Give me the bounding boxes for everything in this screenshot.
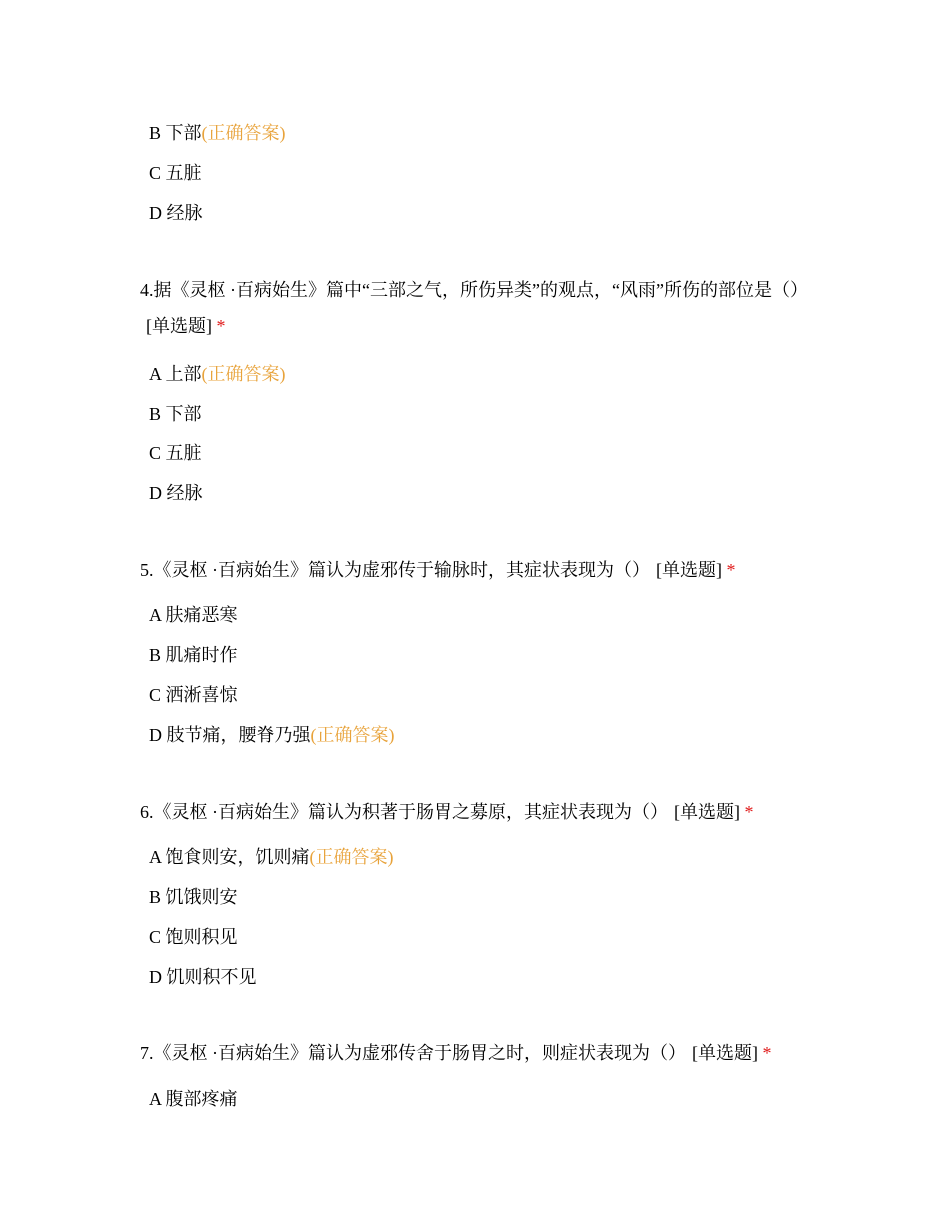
question-type-tag: [单选题] bbox=[674, 802, 740, 822]
required-star: * bbox=[744, 802, 754, 822]
question-type-tag: [单选题] bbox=[146, 316, 212, 336]
question-type-tag: [单选题] bbox=[692, 1043, 758, 1063]
option-label: A 饱食则安，饥则痛 bbox=[149, 847, 310, 867]
question-text: 6.《灵枢 ·百病始生》篇认为积著于肠胃之募原，其症状表现为（） bbox=[140, 802, 668, 822]
option-b bbox=[149, 643, 238, 667]
option-b bbox=[149, 402, 202, 426]
option-a bbox=[149, 1087, 238, 1111]
option-label: A 上部 bbox=[149, 364, 202, 384]
correct-answer-mark: (正确答案) bbox=[309, 847, 394, 867]
option-c bbox=[149, 683, 238, 707]
question-title bbox=[140, 272, 820, 344]
option-label: A 肤痛恶寒 bbox=[149, 605, 238, 625]
option-label: C 饱则积见 bbox=[149, 927, 238, 947]
option-q3-b bbox=[149, 121, 286, 145]
option-label: B 下部 bbox=[149, 404, 202, 424]
option-b bbox=[149, 885, 238, 909]
option-c bbox=[149, 925, 238, 949]
correct-answer-mark: (正确答案) bbox=[201, 364, 286, 384]
required-star: * bbox=[762, 1043, 772, 1063]
option-label: C 洒淅喜惊 bbox=[149, 685, 238, 705]
option-label: D 饥则积不见 bbox=[149, 967, 257, 987]
option-d bbox=[149, 723, 395, 747]
question-title bbox=[140, 797, 754, 827]
option-label: B 肌痛时作 bbox=[149, 645, 238, 665]
question-title bbox=[140, 555, 736, 585]
option-label: A 腹部疼痛 bbox=[149, 1089, 238, 1109]
option-a bbox=[149, 362, 286, 386]
question-type-tag: [单选题] bbox=[656, 560, 722, 580]
option-q3-c bbox=[149, 161, 202, 185]
option-q3-d bbox=[149, 201, 203, 225]
option-label: D 经脉 bbox=[149, 203, 203, 223]
option-label: C 五脏 bbox=[149, 443, 202, 463]
option-label: B 饥饿则安 bbox=[149, 887, 238, 907]
question-text: 4.据《灵枢 ·百病始生》篇中“三部之气，所伤异类”的观点，“风雨”所伤的部位是（） bbox=[140, 280, 808, 300]
required-star: * bbox=[726, 560, 736, 580]
option-a bbox=[149, 845, 394, 869]
question-title bbox=[140, 1038, 772, 1068]
option-label: C 五脏 bbox=[149, 163, 202, 183]
required-star: * bbox=[216, 316, 226, 336]
option-d bbox=[149, 481, 203, 505]
option-label: D 肢节痛，腰脊乃强 bbox=[149, 725, 311, 745]
correct-answer-mark: (正确答案) bbox=[310, 725, 395, 745]
option-d bbox=[149, 965, 257, 989]
option-label: D 经脉 bbox=[149, 483, 203, 503]
question-text: 7.《灵枢 ·百病始生》篇认为虚邪传舍于肠胃之时，则症状表现为（） bbox=[140, 1043, 686, 1063]
option-a bbox=[149, 603, 238, 627]
correct-answer-mark: (正确答案) bbox=[201, 123, 286, 143]
option-label: B 下部 bbox=[149, 123, 202, 143]
question-text: 5.《灵枢 ·百病始生》篇认为虚邪传于输脉时，其症状表现为（） bbox=[140, 560, 650, 580]
option-c bbox=[149, 441, 202, 465]
